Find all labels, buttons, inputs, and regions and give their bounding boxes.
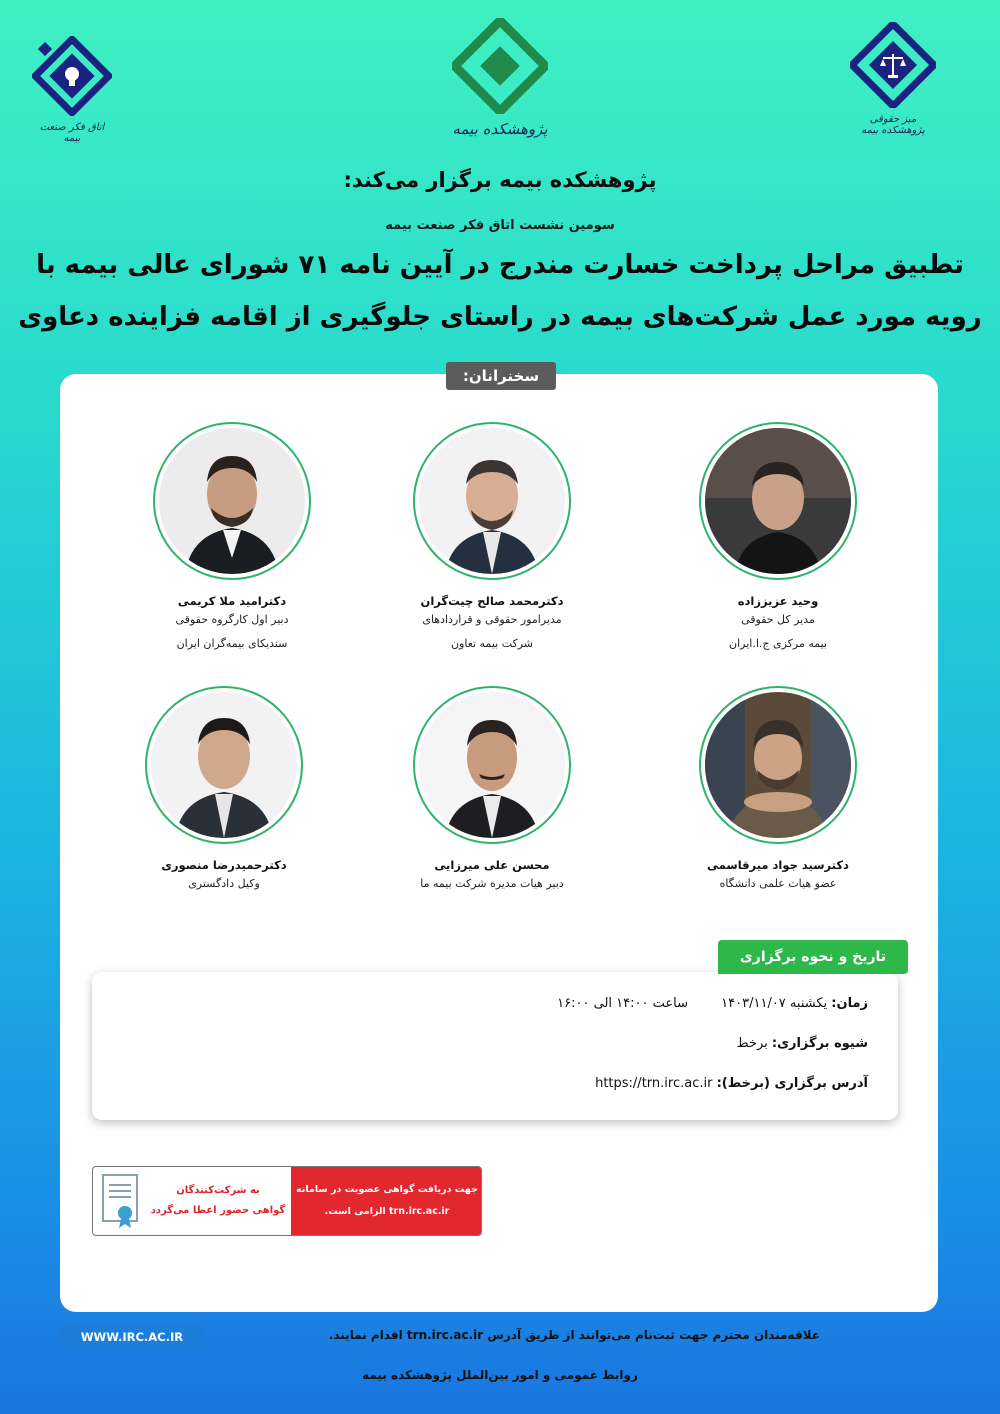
speaker-name: دکترحمیدرضا منصوری bbox=[161, 858, 287, 872]
event-address-link[interactable]: https://trn.irc.ac.ir bbox=[595, 1076, 713, 1091]
person-portrait-icon bbox=[705, 692, 851, 838]
speaker-name: محسن علی میرزایی bbox=[434, 858, 550, 872]
time-row bbox=[721, 996, 868, 1011]
certificate-requirement-line-1: جهت دریافت گواهی عضویت در سامانه bbox=[296, 1184, 478, 1195]
event-info-box bbox=[92, 972, 898, 1120]
time-label: زمان: bbox=[831, 996, 868, 1011]
speaker-role: مدیر کل حقوقی bbox=[741, 613, 815, 626]
scales-logo-icon bbox=[850, 22, 936, 108]
certificate-requirement-line-2: trn.irc.ac.ir الزامی است. bbox=[324, 1206, 450, 1217]
speaker-photo bbox=[699, 422, 857, 580]
event-hours: ساعت ۱۴:۰۰ الی ۱۶:۰۰ bbox=[557, 996, 688, 1011]
insurance-institute-caption: پژوهشکده بیمه bbox=[452, 120, 548, 138]
certificate-award-line-1: به شرکت‌کنندگان bbox=[176, 1185, 260, 1196]
mode-row bbox=[737, 1036, 868, 1051]
speaker-photo bbox=[413, 422, 571, 580]
website-link[interactable]: WWW.IRC.AC.IR bbox=[58, 1324, 206, 1350]
certificate-award bbox=[145, 1167, 291, 1236]
person-portrait-icon bbox=[419, 692, 565, 838]
address-label: آدرس برگزاری (برخط): bbox=[716, 1076, 868, 1091]
person-portrait-icon bbox=[159, 428, 305, 574]
speaker-org: سندیکای بیمه‌گران ایران bbox=[176, 637, 288, 650]
think-tank-logo-icon bbox=[32, 36, 112, 116]
insurance-institute-logo-icon bbox=[452, 18, 548, 114]
think-tank-logo bbox=[32, 36, 112, 144]
speaker-name: وحید عزیززاده bbox=[737, 594, 819, 608]
speaker-card bbox=[122, 422, 342, 656]
speaker-role: عضو هیات علمی دانشگاه bbox=[719, 877, 837, 890]
certificate-requirement bbox=[291, 1167, 482, 1236]
event-mode: برخط bbox=[736, 1036, 768, 1051]
insurance-institute-logo bbox=[452, 18, 548, 138]
event-details-tag: تاریخ و نحوه برگزاری bbox=[718, 940, 908, 974]
public-relations-credit: روابط عمومی و امور بین‌الملل پژوهشکده بیمه bbox=[362, 1368, 638, 1382]
speaker-photo bbox=[413, 686, 571, 844]
registration-note: علاقه‌مندان محترم جهت ثبت‌نام می‌توانند از طریق آدرس trn.irc.ac.ir اقدام نمایند. bbox=[328, 1328, 820, 1342]
host-heading: پژوهشکده بیمه برگزار می‌کند: bbox=[343, 168, 657, 192]
speaker-card bbox=[668, 686, 888, 896]
certificate-icon bbox=[101, 1173, 141, 1231]
speaker-role: مدیرامور حقوقی و قراردادهای bbox=[422, 613, 562, 626]
speaker-photo bbox=[153, 422, 311, 580]
address-row bbox=[595, 1076, 868, 1091]
speaker-photo bbox=[145, 686, 303, 844]
legal-desk-logo bbox=[848, 22, 938, 136]
speaker-org: شرکت بیمه تعاون bbox=[450, 637, 534, 650]
event-title-line-2: رویه مورد عمل شرکت‌های بیمه در راستای جلوگیری از اقامه فزاینده دعاوی bbox=[18, 302, 982, 332]
think-tank-caption: اتاق فکر صنعت بیمه bbox=[39, 122, 105, 144]
mode-label: شیوه برگزاری: bbox=[771, 1036, 868, 1051]
legal-desk-caption: میز حقوقی پژوهشکده بیمه bbox=[861, 114, 925, 136]
person-portrait-icon bbox=[151, 692, 297, 838]
person-portrait-icon bbox=[419, 428, 565, 574]
speaker-card bbox=[382, 686, 602, 896]
speaker-photo bbox=[699, 686, 857, 844]
speaker-card bbox=[114, 686, 334, 896]
speaker-card bbox=[668, 422, 888, 656]
speaker-role: دبیر اول کارگروه حقوقی bbox=[175, 613, 289, 626]
speaker-name: دکترسید جواد میرقاسمی bbox=[707, 858, 849, 872]
certificate-award-line-2: گواهی حضور اعطا می‌گردد bbox=[150, 1205, 286, 1216]
event-date: یکشنبه ۱۴۰۳/۱۱/۰۷ bbox=[721, 996, 828, 1011]
event-title-line-1: تطبیق مراحل پرداخت خسارت مندرج در آیین نامه ۷۱ شورای عالی بیمه با bbox=[36, 250, 964, 280]
speaker-role: وکیل دادگستری bbox=[188, 877, 260, 890]
speaker-org: بیمه مرکزی ج.ا.ایران bbox=[729, 637, 827, 650]
speakers-label: سخنرانان: bbox=[446, 362, 556, 390]
speaker-card bbox=[382, 422, 602, 656]
person-portrait-icon bbox=[705, 428, 851, 574]
event-subtitle: سومین نشست اتاق فکر صنعت بیمه bbox=[385, 218, 615, 233]
speaker-name: دکترامید ملا کریمی bbox=[177, 594, 287, 608]
speaker-role: دبیر هیات مدیره شرکت بیمه ما bbox=[420, 877, 564, 890]
certificate-banner bbox=[92, 1166, 482, 1236]
speaker-name: دکترمحمد صالح چیت‌گران bbox=[420, 594, 564, 608]
